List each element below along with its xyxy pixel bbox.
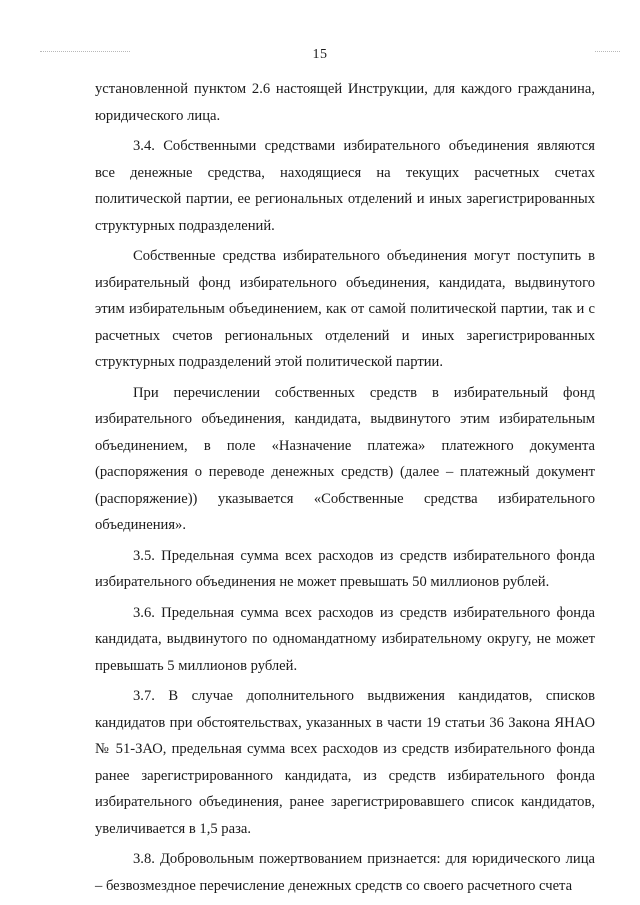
paragraph-3-4-own-funds: Собственные средства избирательного объединения могут поступить в избирательный фонд избирательного объединения, кандидата, выдвинутого этим избирательным объединением, как от самой политической партии, так и с расчетных счетов региональных отделений и иных зарегистрированных структурных подразделений этой политической партии.	[95, 248, 595, 370]
paragraph-continuation: установленной пунктом 2.6 настоящей Инструкции, для каждого гражданина, юридического лица.	[95, 81, 595, 124]
paragraph-3-4: 3.4. Собственными средствами избирательного объединения являются все денежные средства, находящиеся на текущих расчетных счетах политической партии, ее региональных отделений и иных зарегистрированных структурных подразделений.	[95, 138, 595, 234]
paragraph-3-8: 3.8. Добровольным пожертвованием признается: для юридического лица – безвозмездное перечисление денежных средств со своего расчетного счета	[95, 851, 595, 894]
page-number: 15	[312, 47, 328, 62]
paragraph-3-7: 3.7. В случае дополнительного выдвижения кандидатов, списков кандидатов при обстоятельствах, указанных в части 19 статьи 36 Закона ЯНАО № 51-ЗАО, предельная сумма всех расходов из средств избирательного фонда ранее зарегистрированного кандидата, из средств избирательного фонда избирательного объединения, ранее зарегистрировавшего список кандидатов, увеличивается в 1,5 раза.	[95, 688, 595, 837]
paragraph-3-5: 3.5. Предельная сумма всех расходов из средств избирательного фонда избирательного объединения не может превышать 50 миллионов рублей.	[95, 547, 595, 590]
paragraph-3-6: 3.6. Предельная сумма всех расходов из средств избирательного фонда кандидата, выдвинутого по одномандатному избирательному округу, не может превышать 5 миллионов рублей.	[95, 604, 595, 674]
document-body	[95, 76, 595, 899]
paragraph-3-4-transfer: При перечислении собственных средств в избирательный фонд избирательного объединения, кандидата, выдвинутого этим избирательным объединением, в поле «Назначение платежа» платежного документа (распоряжения о переводе денежных средств) (далее – платежный документ (распоряжение)) указывается «Собственные средства избирательного объединения».	[95, 384, 595, 533]
